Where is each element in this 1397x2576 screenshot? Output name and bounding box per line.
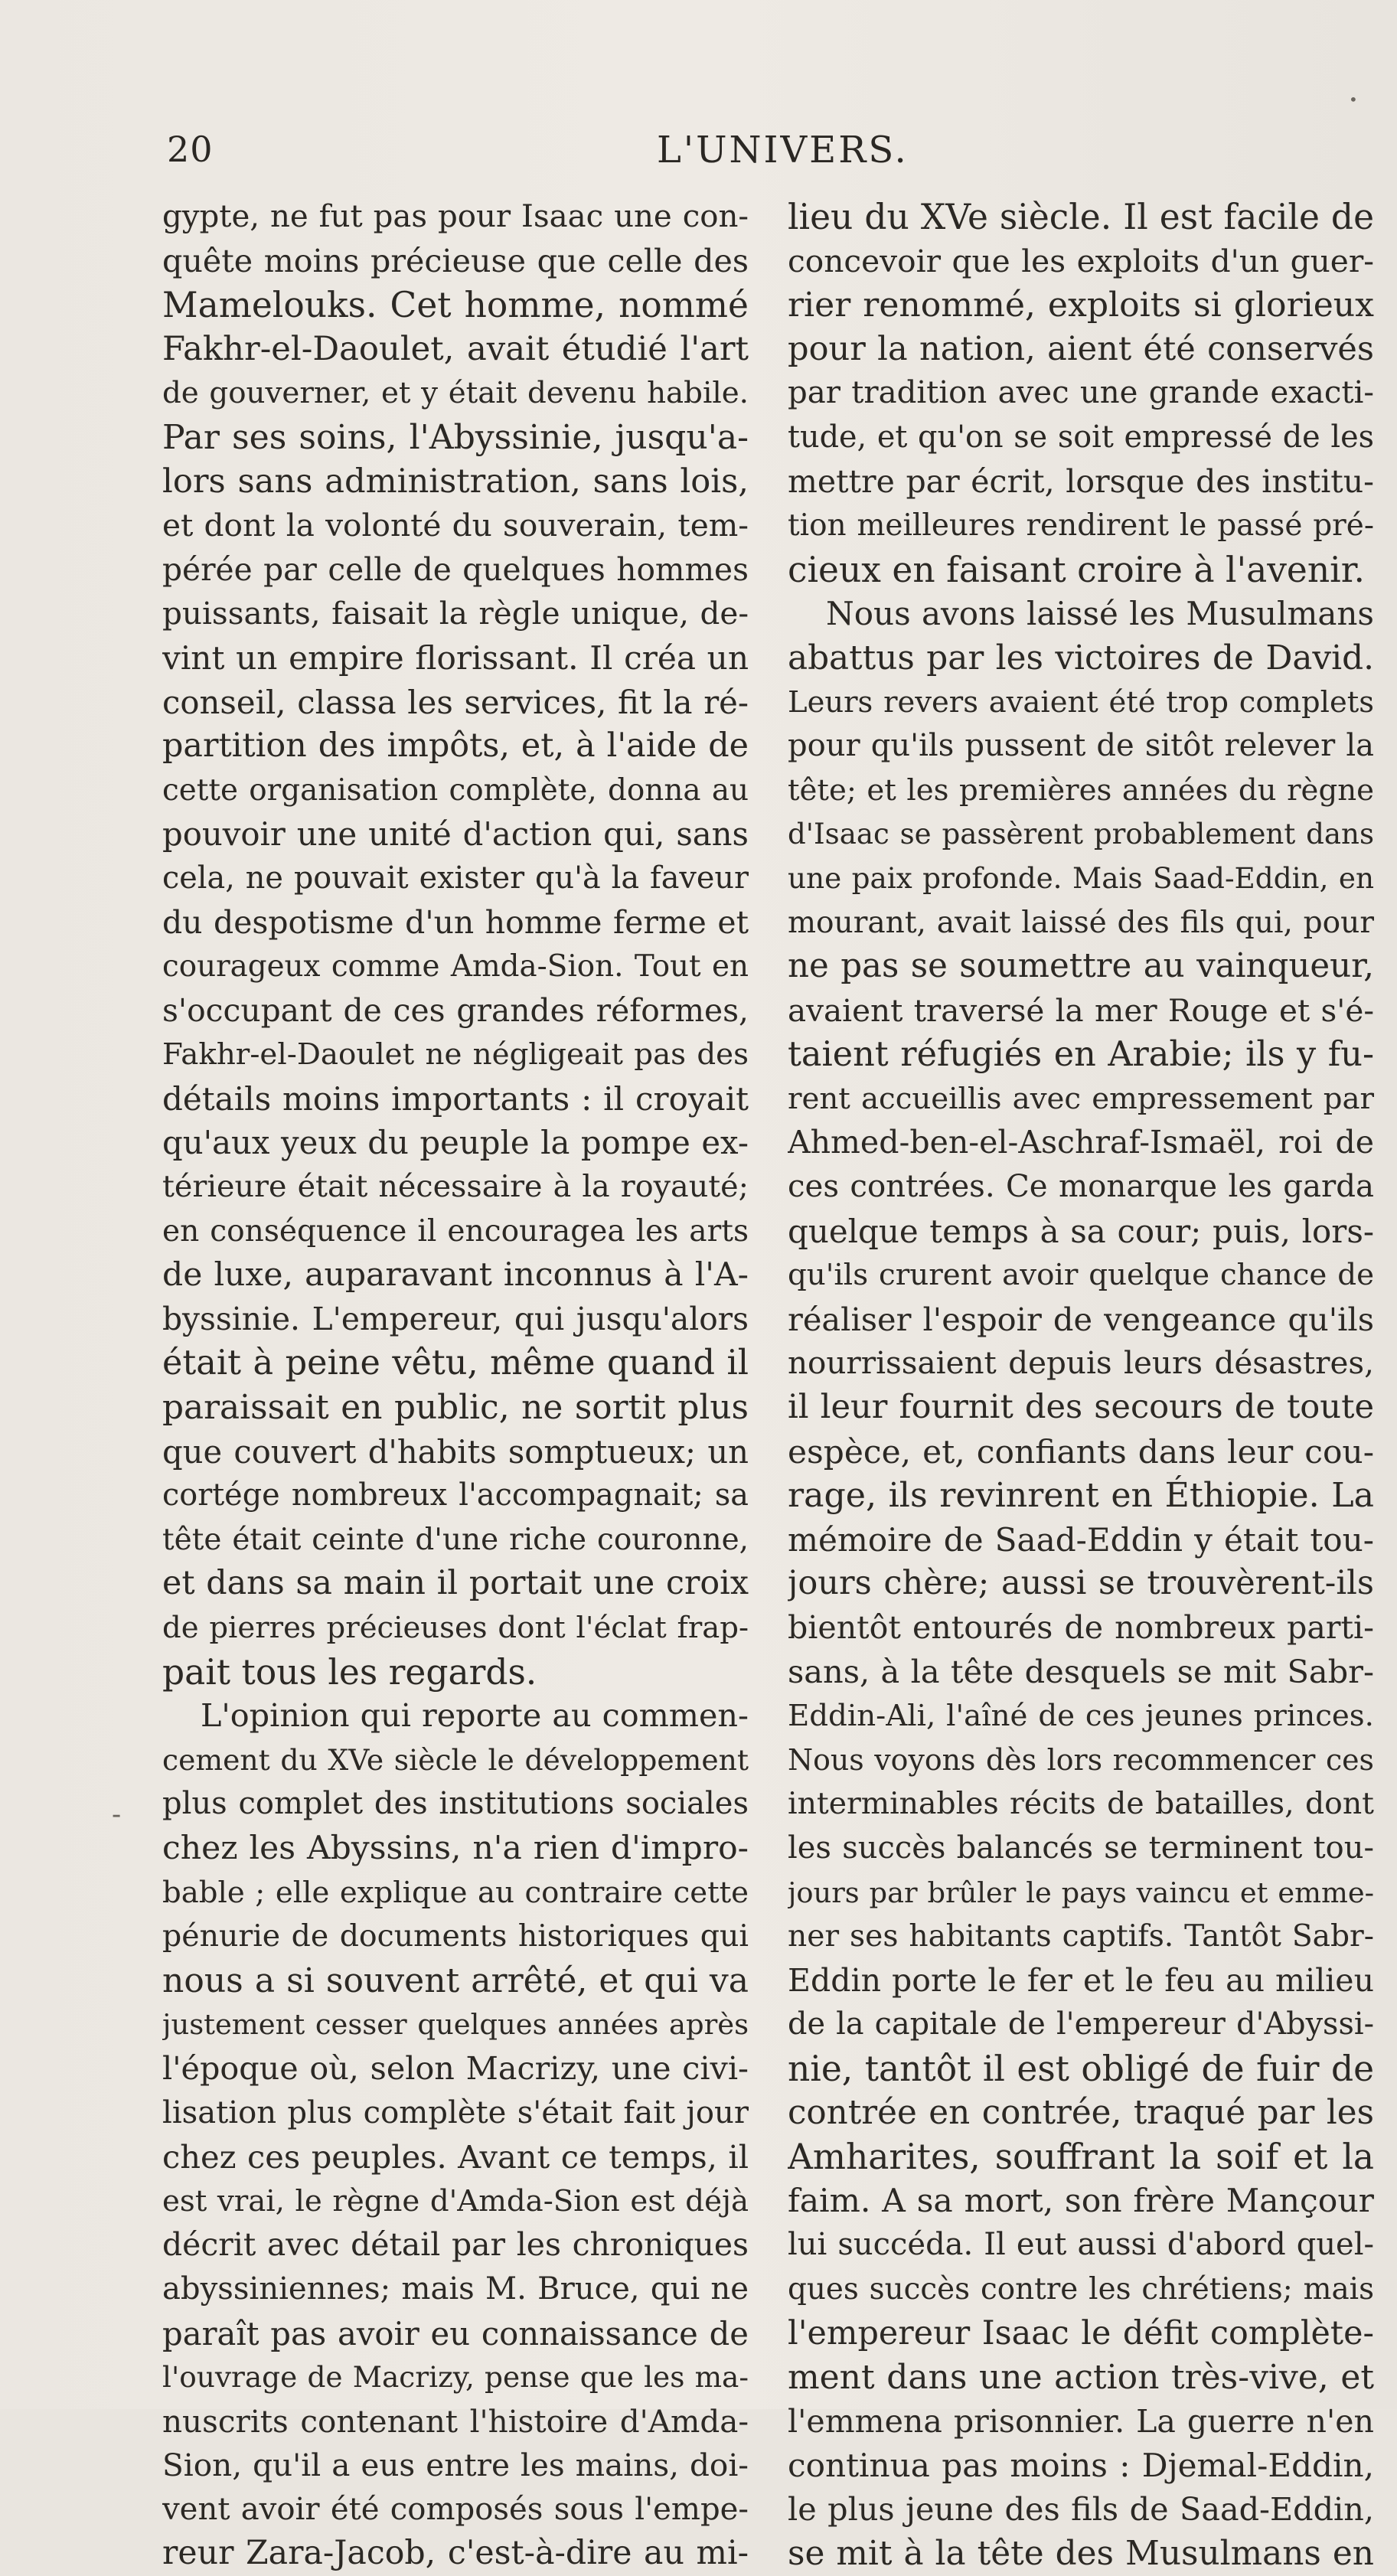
text-line: du despotisme d'un homme ferme et <box>162 903 749 941</box>
text-line: cement du XVe siècle le développement <box>162 1742 749 1777</box>
text-line: pérée par celle de quelques hommes <box>162 550 749 588</box>
text-line: détails moins importants : il croyait <box>162 1079 749 1118</box>
text-line: de la capitale de l'empereur d'Abyssi- <box>788 2006 1374 2042</box>
text-line: nuscrits contenant l'histoire d'Amda- <box>162 2402 749 2440</box>
text-line: l'empereur Isaac le défit complète- <box>788 2313 1374 2352</box>
left-text-column <box>162 195 749 2573</box>
text-line: nous a si souvent arrêté, et qui va <box>162 1961 749 2000</box>
text-line: sans, à la tête desquels se mit Sabr- <box>788 1653 1374 1690</box>
text-line: puissants, faisait la règle unique, de- <box>162 595 749 632</box>
right-text-column <box>788 195 1374 2574</box>
text-line: d'Isaac se passèrent probablement dans <box>788 818 1374 851</box>
text-line: décrit avec détail par les chroniques <box>162 2226 749 2264</box>
text-line: justement cesser quelques années après <box>162 2008 749 2042</box>
text-line: de pierres précieuses dont l'éclat frap- <box>162 1611 749 1645</box>
text-line: ques succès contre les chrétiens; mais <box>788 2271 1374 2307</box>
text-line: Fakhr-el-Daoulet ne négligeait pas des <box>162 1037 749 1073</box>
text-line: une paix profonde. Mais Saad-Eddin, en <box>788 860 1374 895</box>
text-line: nie, tantôt il est obligé de fuir de <box>788 2048 1374 2089</box>
text-line: pénurie de documents historiques qui <box>162 1918 749 1954</box>
text-line: jours chère; aussi se trouvèrent-ils <box>788 1564 1374 1603</box>
text-line: cela, ne pouvait exister qu'à la faveur <box>162 860 749 896</box>
text-line: Sion, qu'il a eus entre les mains, doi- <box>162 2447 749 2484</box>
text-line: courageux comme Amda-Sion. Tout en <box>162 949 749 984</box>
text-line: chez ces peuples. Avant ce temps, il <box>162 2138 749 2176</box>
text-line: abattus par les victoires de David. <box>788 638 1374 677</box>
text-line: ne pas se soumettre au vainqueur, <box>788 947 1374 986</box>
text-line: pour qu'ils pussent de sitôt relever la <box>788 728 1374 764</box>
text-line: lors sans administration, sans lois, <box>162 462 749 501</box>
text-line: Ahmed-ben-el-Aschraf-Ismaël, roi de <box>788 1124 1374 1161</box>
text-line: pouvoir une unité d'action qui, sans <box>162 815 749 854</box>
text-line: paraissait en public, ne sortit plus <box>162 1388 749 1428</box>
text-line: conseil, classa les services, fit la ré- <box>162 683 749 721</box>
text-line: tude, et qu'on se soit empressé de les <box>788 419 1374 455</box>
text-line: lieu du XVe siècle. Il est facile de <box>788 197 1374 237</box>
text-line: contrée en contrée, traqué par les <box>788 2093 1374 2132</box>
text-line: jours par brûler le pays vaincu et emme- <box>788 1876 1374 1909</box>
text-line: pait tous les regards. <box>162 1651 537 1693</box>
text-line: interminables récits de batailles, dont <box>788 1786 1374 1822</box>
text-line: vint un empire florissant. Il créa un <box>162 638 749 677</box>
text-line: ces contrées. Ce monarque les garda <box>788 1169 1374 1205</box>
text-line: lisation plus complète s'était fait jour <box>162 2094 749 2130</box>
text-line: en conséquence il encouragea les arts <box>162 1213 749 1249</box>
text-line: térieure était nécessaire à la royauté; <box>162 1169 749 1205</box>
text-line: byssinie. L'empereur, qui jusqu'alors <box>162 1300 749 1337</box>
text-line: continua pas moins : Djemal-Eddin, <box>788 2447 1374 2485</box>
text-line: Eddin porte le fer et le feu au milieu <box>788 1961 1374 1999</box>
page-number: 20 <box>167 129 214 170</box>
margin-mark: - <box>112 1799 122 1830</box>
text-line: est vrai, le règne d'Amda-Sion est déjà <box>162 2183 749 2218</box>
text-line: ment dans une action très-vive, et <box>788 2358 1374 2398</box>
text-line: cette organisation complète, donna au <box>162 772 749 808</box>
text-line: rage, ils revinrent en Éthiopie. La <box>788 1476 1374 1516</box>
text-line: qu'aux yeux du peuple la pompe ex- <box>162 1124 749 1162</box>
text-line: quelque temps à sa cour; puis, lors- <box>788 1212 1374 1250</box>
text-line: l'époque où, selon Macrizy, une civi- <box>162 2049 749 2087</box>
text-line: Amharites, souffrant la soif et la <box>788 2137 1374 2178</box>
text-line: Fakhr-el-Daoulet, avait étudié l'art <box>162 329 749 368</box>
text-line: s'occupant de ces grandes réformes, <box>162 991 749 1029</box>
text-line: le plus jeune des fils de Saad-Eddin, <box>788 2490 1374 2528</box>
text-line: reur Zara-Jacob, c'est-à-dire au mi- <box>162 2534 749 2573</box>
text-line: mourant, avait laissé des fils qui, pour <box>788 905 1374 940</box>
text-line: tête; et les premières années du règne <box>788 772 1374 808</box>
text-line: était à peine vêtu, même quand il <box>162 1343 749 1383</box>
text-line: Mamelouks. Cet homme, nommé <box>162 285 749 326</box>
text-line: gypte, ne fut pas pour Isaac une con- <box>162 199 749 234</box>
text-line: Par ses soins, l'Abyssinie, jusqu'a- <box>162 417 749 457</box>
text-line: réaliser l'espoir de vengeance qu'ils <box>788 1300 1374 1338</box>
text-line: mettre par écrit, lorsque des institu- <box>788 462 1374 500</box>
text-line: avaient traversé la mer Rouge et s'é- <box>788 991 1374 1029</box>
text-line: se mit à la tête des Musulmans en <box>788 2534 1374 2574</box>
text-line: Nous voyons dès lors recommencer ces <box>788 1742 1374 1777</box>
text-line: mémoire de Saad-Eddin y était tou- <box>788 1520 1374 1559</box>
text-line: lui succéda. Il eut aussi d'abord quel- <box>788 2227 1374 2263</box>
text-line: cieux en faisant croire à l'avenir. <box>788 549 1365 590</box>
text-line: rier renommé, exploits si glorieux <box>788 286 1374 325</box>
text-line: vent avoir été composés sous l'empe- <box>162 2491 749 2527</box>
text-line: bientôt entourés de nombreux parti- <box>788 1609 1374 1646</box>
text-line: espèce, et, confiants dans leur cou- <box>788 1432 1374 1471</box>
text-line: tion meilleures rendirent le passé pré- <box>788 508 1374 544</box>
text-line: pour la nation, aient été conservés <box>788 329 1374 368</box>
text-line: et dans sa main il portait une croix <box>162 1564 749 1603</box>
text-line: taient réfugiés en Arabie; ils y fu- <box>788 1034 1374 1075</box>
text-line: il leur fournit des secours de toute <box>788 1388 1374 1427</box>
text-line: abyssiniennes; mais M. Bruce, qui ne <box>162 2271 749 2307</box>
text-line: quête moins précieuse que celle des <box>162 242 749 279</box>
text-line: rent accueillis avec empressement par <box>788 1081 1374 1116</box>
text-line: que couvert d'habits somptueux; un <box>162 1432 749 1471</box>
text-line: les succès balancés se terminent tou- <box>788 1830 1374 1866</box>
text-line: Eddin-Ali, l'aîné de ces jeunes princes. <box>788 1699 1374 1734</box>
text-line: plus complet des institutions sociales <box>162 1786 749 1822</box>
page-header <box>167 129 1369 182</box>
text-line: tête était ceinte d'une riche couronne, <box>162 1522 749 1557</box>
text-line: l'ouvrage de Macrizy, pense que les ma- <box>162 2360 749 2395</box>
text-line: l'emmena prisonnier. La guerre n'en <box>788 2402 1374 2440</box>
text-line: paraît pas avoir eu connaissance de <box>162 2314 749 2352</box>
text-line: Nous avons laissé les Musulmans <box>826 595 1374 633</box>
running-title: L'UNIVERS. <box>657 129 909 171</box>
text-line: qu'ils crurent avoir quelque chance de <box>788 1258 1374 1293</box>
text-line: bable ; elle explique au contraire cette <box>162 1875 749 1910</box>
text-line: cortége nombreux l'accompagnait; sa <box>162 1477 749 1513</box>
text-line: ner ses habitants captifs. Tantôt Sabr- <box>788 1919 1374 1954</box>
text-line: concevoir que les exploits d'un guer- <box>788 242 1374 279</box>
text-line: L'opinion qui reporte au commen- <box>201 1697 749 1735</box>
text-line: Leurs revers avaient été trop complets <box>788 684 1374 720</box>
text-line: de gouverner, et y était devenu habile. <box>162 376 749 411</box>
text-line: par tradition avec une grande exacti- <box>788 375 1374 411</box>
text-line: et dont la volonté du souverain, tem- <box>162 507 749 544</box>
text-line: nourrissaient depuis leurs désastres, <box>788 1344 1374 1382</box>
text-line: de luxe, auparavant inconnus à l'A- <box>162 1256 749 1295</box>
ink-speck: • <box>1349 90 1358 109</box>
text-line: partition des impôts, et, à l'aide de <box>162 726 749 766</box>
text-line: chez les Abyssins, n'a rien d'impro- <box>162 1829 749 1867</box>
text-line: faim. A sa mort, son frère Mançour <box>788 2182 1374 2220</box>
